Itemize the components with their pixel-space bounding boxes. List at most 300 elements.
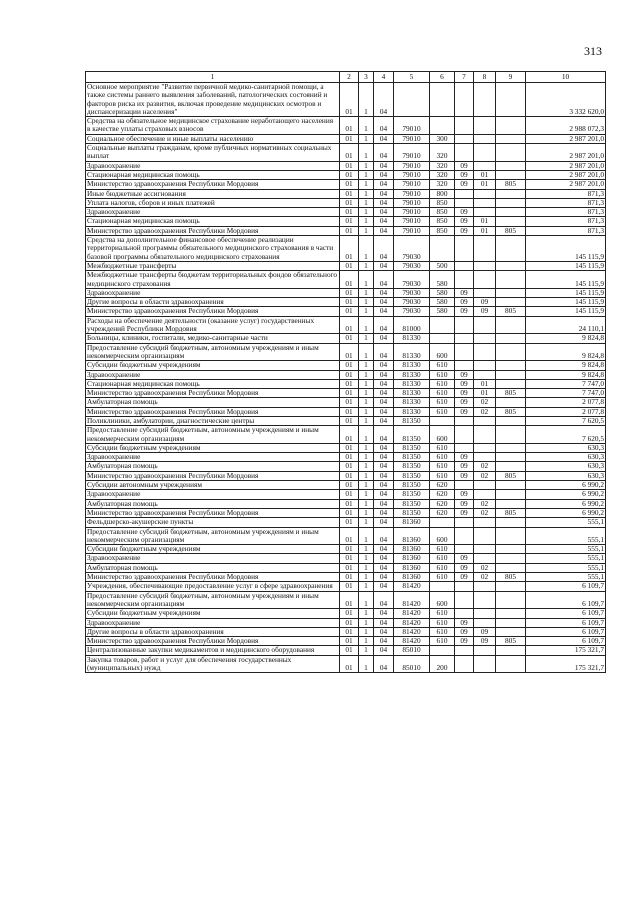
col-4: 04 <box>374 545 394 554</box>
table-row <box>86 554 606 563</box>
col-5: 81360 <box>394 527 430 545</box>
row-amount: 9 824,8 <box>526 343 606 361</box>
col-3: 1 <box>359 481 374 490</box>
col-2: 01 <box>340 573 359 582</box>
col-2: 01 <box>340 189 359 198</box>
col-3: 1 <box>359 161 374 170</box>
col-9: 805 <box>496 226 526 235</box>
col-7: 09 <box>455 398 474 407</box>
col-header: 4 <box>374 72 394 83</box>
col-5: 79030 <box>394 271 430 289</box>
col-5: 81330 <box>394 389 430 398</box>
col-4: 04 <box>374 407 394 416</box>
col-9 <box>496 527 526 545</box>
col-6: 610 <box>430 462 455 471</box>
table-row <box>86 655 606 673</box>
col-3: 1 <box>359 527 374 545</box>
col-4: 04 <box>374 554 394 563</box>
table-row <box>86 471 606 480</box>
row-name: Больницы, клиники, госпитали, медико-санитарные части <box>86 334 340 343</box>
col-8: 01 <box>474 379 496 388</box>
col-7: 09 <box>455 217 474 226</box>
col-9 <box>496 545 526 554</box>
col-2: 01 <box>340 334 359 343</box>
row-name: Министерство здравоохранения Республики Мордовия <box>86 508 340 517</box>
col-5: 81330 <box>394 334 430 343</box>
row-amount: 871,3 <box>526 198 606 207</box>
col-8 <box>474 618 496 627</box>
col-3: 1 <box>359 307 374 316</box>
col-4: 04 <box>374 361 394 370</box>
row-amount: 630,3 <box>526 462 606 471</box>
table-row <box>86 398 606 407</box>
col-7 <box>455 271 474 289</box>
col-8 <box>474 236 496 262</box>
col-8: 09 <box>474 298 496 307</box>
table-row <box>86 307 606 316</box>
table-row <box>86 161 606 170</box>
table-row <box>86 288 606 297</box>
col-6 <box>430 582 455 591</box>
col-3: 1 <box>359 334 374 343</box>
row-amount: 630,3 <box>526 443 606 452</box>
col-4: 04 <box>374 334 394 343</box>
col-6 <box>430 316 455 334</box>
table-row <box>86 545 606 554</box>
row-amount: 630,3 <box>526 471 606 480</box>
col-4: 04 <box>374 591 394 609</box>
col-6 <box>430 236 455 262</box>
row-amount: 871,3 <box>526 189 606 198</box>
table-body <box>86 83 606 673</box>
row-name: Министерство здравоохранения Республики Мордовия <box>86 407 340 416</box>
col-2: 01 <box>340 518 359 527</box>
row-amount: 6 109,7 <box>526 609 606 618</box>
col-4: 04 <box>374 217 394 226</box>
col-7: 09 <box>455 170 474 179</box>
col-6: 610 <box>430 554 455 563</box>
table-row <box>86 370 606 379</box>
col-9 <box>496 627 526 636</box>
col-4: 04 <box>374 518 394 527</box>
row-name: Межбюджетные трансферты <box>86 261 340 270</box>
col-2: 01 <box>340 655 359 673</box>
col-4: 04 <box>374 370 394 379</box>
col-9 <box>496 343 526 361</box>
col-5: 79030 <box>394 236 430 262</box>
col-3: 1 <box>359 490 374 499</box>
col-2: 01 <box>340 582 359 591</box>
col-7: 09 <box>455 379 474 388</box>
col-header: 9 <box>496 72 526 83</box>
table-row <box>86 236 606 262</box>
col-6 <box>430 83 455 117</box>
col-6: 200 <box>430 655 455 673</box>
col-7: 09 <box>455 627 474 636</box>
col-3: 1 <box>359 499 374 508</box>
table-row <box>86 426 606 444</box>
row-name: Здравоохранение <box>86 161 340 170</box>
col-2: 01 <box>340 398 359 407</box>
col-2: 01 <box>340 161 359 170</box>
col-4: 04 <box>374 208 394 217</box>
row-name: Фельдшерско-акушерские пункты <box>86 518 340 527</box>
row-amount: 871,3 <box>526 217 606 226</box>
col-3: 1 <box>359 426 374 444</box>
row-amount: 145 115,9 <box>526 236 606 262</box>
row-amount: 7 620,5 <box>526 426 606 444</box>
table-row <box>86 453 606 462</box>
col-5: 79010 <box>394 226 430 235</box>
col-7: 09 <box>455 637 474 646</box>
col-header: 10 <box>526 72 606 83</box>
col-9: 805 <box>496 508 526 517</box>
col-3: 1 <box>359 462 374 471</box>
col-4: 04 <box>374 343 394 361</box>
col-8 <box>474 646 496 655</box>
col-4: 04 <box>374 527 394 545</box>
table-row <box>86 389 606 398</box>
col-6: 610 <box>430 453 455 462</box>
col-header: 5 <box>394 72 430 83</box>
col-6: 610 <box>430 361 455 370</box>
col-2: 01 <box>340 307 359 316</box>
col-9: 805 <box>496 180 526 189</box>
row-amount: 2 987 201,0 <box>526 170 606 179</box>
col-8: 02 <box>474 499 496 508</box>
col-3: 1 <box>359 180 374 189</box>
row-amount: 2 987 201,0 <box>526 180 606 189</box>
row-amount: 871,3 <box>526 208 606 217</box>
col-header: 6 <box>430 72 455 83</box>
col-3: 1 <box>359 370 374 379</box>
col-6 <box>430 646 455 655</box>
col-5: 79010 <box>394 217 430 226</box>
row-name: Учреждения, обеспечивающие предоставление услуг в сфере здравоохранения <box>86 582 340 591</box>
row-name: Межбюджетные трансферты бюджетам территориальных фондов обязательного медицинского страхования <box>86 271 340 289</box>
col-5: 81350 <box>394 443 430 452</box>
col-3: 1 <box>359 407 374 416</box>
col-4: 04 <box>374 236 394 262</box>
col-6: 850 <box>430 198 455 207</box>
col-header: 1 <box>86 72 340 83</box>
col-9 <box>496 379 526 388</box>
col-4: 04 <box>374 609 394 618</box>
col-2: 01 <box>340 226 359 235</box>
row-amount: 6 109,7 <box>526 582 606 591</box>
col-3: 1 <box>359 518 374 527</box>
col-6: 620 <box>430 499 455 508</box>
col-2: 01 <box>340 134 359 143</box>
col-9 <box>496 217 526 226</box>
col-8 <box>474 545 496 554</box>
col-4: 04 <box>374 271 394 289</box>
row-amount: 555,1 <box>526 527 606 545</box>
row-name: Стационарная медицинская помощь <box>86 217 340 226</box>
col-5: 81360 <box>394 554 430 563</box>
col-3: 1 <box>359 627 374 636</box>
col-8 <box>474 343 496 361</box>
col-7 <box>455 416 474 425</box>
col-5: 81350 <box>394 508 430 517</box>
col-3: 1 <box>359 117 374 135</box>
col-5: 81330 <box>394 407 430 416</box>
col-5: 81360 <box>394 563 430 572</box>
col-8 <box>474 271 496 289</box>
row-amount: 6 109,7 <box>526 637 606 646</box>
col-4: 04 <box>374 316 394 334</box>
col-5: 85010 <box>394 646 430 655</box>
row-name: Средства на обязательное медицинское страхование неработающего населения в качестве уплаты страховых взносов <box>86 117 340 135</box>
row-name: Здравоохранение <box>86 490 340 499</box>
col-5: 81330 <box>394 370 430 379</box>
col-5: 79010 <box>394 189 430 198</box>
row-amount: 6 990,2 <box>526 508 606 517</box>
row-name: Другие вопросы в области здравоохранения <box>86 298 340 307</box>
row-amount: 555,1 <box>526 545 606 554</box>
col-3: 1 <box>359 563 374 572</box>
col-7: 09 <box>455 554 474 563</box>
col-3: 1 <box>359 261 374 270</box>
col-5: 81350 <box>394 490 430 499</box>
row-name: Социальные выплаты гражданам, кроме публичных нормативных социальных выплат <box>86 144 340 162</box>
row-amount: 7 747,0 <box>526 389 606 398</box>
col-2: 01 <box>340 508 359 517</box>
col-7 <box>455 481 474 490</box>
row-amount: 175 321,7 <box>526 655 606 673</box>
table-row <box>86 144 606 162</box>
col-4: 04 <box>374 499 394 508</box>
col-4: 04 <box>374 508 394 517</box>
table-row <box>86 618 606 627</box>
col-6: 600 <box>430 591 455 609</box>
row-name: Амбулаторная помощь <box>86 462 340 471</box>
col-9 <box>496 170 526 179</box>
col-7: 09 <box>455 288 474 297</box>
col-4: 04 <box>374 226 394 235</box>
table-row <box>86 416 606 425</box>
col-9 <box>496 271 526 289</box>
col-2: 01 <box>340 361 359 370</box>
col-7: 09 <box>455 226 474 235</box>
col-5: 81330 <box>394 398 430 407</box>
col-2: 01 <box>340 117 359 135</box>
col-6: 610 <box>430 563 455 572</box>
col-7 <box>455 545 474 554</box>
col-8: 09 <box>474 307 496 316</box>
col-4: 04 <box>374 573 394 582</box>
col-3: 1 <box>359 416 374 425</box>
col-6: 610 <box>430 618 455 627</box>
col-7: 09 <box>455 563 474 572</box>
table-row <box>86 226 606 235</box>
col-2: 01 <box>340 389 359 398</box>
col-9 <box>496 208 526 217</box>
row-name: Амбулаторная помощь <box>86 563 340 572</box>
table-row <box>86 343 606 361</box>
table-row <box>86 508 606 517</box>
col-6: 610 <box>430 627 455 636</box>
col-4: 04 <box>374 307 394 316</box>
col-2: 01 <box>340 471 359 480</box>
col-9 <box>496 189 526 198</box>
col-8 <box>474 361 496 370</box>
row-name: Социальное обеспечение и иные выплаты населению <box>86 134 340 143</box>
col-2: 01 <box>340 453 359 462</box>
col-2: 01 <box>340 208 359 217</box>
col-8 <box>474 117 496 135</box>
budget-table <box>85 71 606 673</box>
row-amount: 2 987 201,0 <box>526 134 606 143</box>
col-4: 04 <box>374 637 394 646</box>
col-6 <box>430 518 455 527</box>
row-amount: 2 077,8 <box>526 398 606 407</box>
col-9 <box>496 426 526 444</box>
col-2: 01 <box>340 426 359 444</box>
row-name: Поликлиники, амбулатории, диагностические центры <box>86 416 340 425</box>
col-6: 850 <box>430 226 455 235</box>
col-8 <box>474 334 496 343</box>
table-row <box>86 582 606 591</box>
row-amount: 145 115,9 <box>526 261 606 270</box>
row-name: Иные бюджетные ассигнования <box>86 189 340 198</box>
col-6: 320 <box>430 170 455 179</box>
col-7 <box>455 334 474 343</box>
col-3: 1 <box>359 637 374 646</box>
col-8 <box>474 443 496 452</box>
col-4: 04 <box>374 298 394 307</box>
col-4: 04 <box>374 379 394 388</box>
col-8: 01 <box>474 170 496 179</box>
row-amount: 555,1 <box>526 554 606 563</box>
row-amount: 6 990,2 <box>526 499 606 508</box>
row-name: Основное мероприятие "Развитие первичной медико-санитарной помощи, а также системы раннего выявления заболеваний, патологических состояний и факторов риска их развития, включая проведение медицинских осмотров и диспансеризации населения" <box>86 83 340 117</box>
col-header: 7 <box>455 72 474 83</box>
col-4: 04 <box>374 490 394 499</box>
table-row <box>86 609 606 618</box>
col-5: 79030 <box>394 298 430 307</box>
row-name: Предоставление субсидий бюджетным, автономным учреждениям и иным некоммерческим организациям <box>86 591 340 609</box>
col-8: 01 <box>474 389 496 398</box>
col-5 <box>394 83 430 117</box>
row-amount: 145 115,9 <box>526 288 606 297</box>
col-8 <box>474 591 496 609</box>
row-amount: 555,1 <box>526 563 606 572</box>
col-6: 610 <box>430 609 455 618</box>
col-9 <box>496 499 526 508</box>
row-amount: 2 988 072,3 <box>526 117 606 135</box>
col-2: 01 <box>340 637 359 646</box>
col-4: 04 <box>374 563 394 572</box>
col-2: 01 <box>340 527 359 545</box>
col-header: 2 <box>340 72 359 83</box>
row-name: Уплата налогов, сборов и иных платежей <box>86 198 340 207</box>
col-8 <box>474 554 496 563</box>
col-4: 04 <box>374 618 394 627</box>
col-3: 1 <box>359 379 374 388</box>
table-row <box>86 361 606 370</box>
col-9 <box>496 361 526 370</box>
col-3: 1 <box>359 655 374 673</box>
table-row <box>86 646 606 655</box>
col-3: 1 <box>359 271 374 289</box>
col-9 <box>496 298 526 307</box>
row-amount: 871,3 <box>526 226 606 235</box>
col-6: 580 <box>430 288 455 297</box>
row-name: Министерство здравоохранения Республики Мордовия <box>86 471 340 480</box>
row-amount: 630,3 <box>526 453 606 462</box>
col-4: 04 <box>374 117 394 135</box>
row-name: Здравоохранение <box>86 453 340 462</box>
col-9 <box>496 261 526 270</box>
col-4: 04 <box>374 416 394 425</box>
row-name: Средства на дополнительное финансовое обеспечение реализации территориальной программы обязательного медицинского страхования в части базовой программы обязательного медицинского страхования <box>86 236 340 262</box>
col-2: 01 <box>340 144 359 162</box>
col-2: 01 <box>340 545 359 554</box>
col-6: 610 <box>430 443 455 452</box>
col-8 <box>474 426 496 444</box>
table-row <box>86 83 606 117</box>
col-9 <box>496 443 526 452</box>
col-4: 04 <box>374 144 394 162</box>
col-2: 01 <box>340 563 359 572</box>
col-8 <box>474 288 496 297</box>
col-3: 1 <box>359 343 374 361</box>
row-amount: 555,1 <box>526 518 606 527</box>
col-9 <box>496 591 526 609</box>
col-9 <box>496 618 526 627</box>
col-7: 09 <box>455 307 474 316</box>
col-8 <box>474 261 496 270</box>
col-6: 580 <box>430 298 455 307</box>
table-row <box>86 462 606 471</box>
col-9 <box>496 453 526 462</box>
col-5: 79030 <box>394 288 430 297</box>
row-amount: 9 824,8 <box>526 334 606 343</box>
col-2: 01 <box>340 288 359 297</box>
col-9: 805 <box>496 471 526 480</box>
table-row <box>86 316 606 334</box>
col-5: 79010 <box>394 134 430 143</box>
col-4: 04 <box>374 398 394 407</box>
col-9 <box>496 134 526 143</box>
row-amount: 145 115,9 <box>526 307 606 316</box>
col-6: 850 <box>430 208 455 217</box>
col-9 <box>496 334 526 343</box>
col-9: 805 <box>496 637 526 646</box>
table-row <box>86 481 606 490</box>
row-name: Здравоохранение <box>86 554 340 563</box>
table-row <box>86 518 606 527</box>
col-9 <box>496 236 526 262</box>
col-8: 09 <box>474 627 496 636</box>
row-amount: 145 115,9 <box>526 298 606 307</box>
col-7: 09 <box>455 462 474 471</box>
table-row <box>86 189 606 198</box>
col-9 <box>496 83 526 117</box>
col-6: 600 <box>430 343 455 361</box>
col-4: 04 <box>374 261 394 270</box>
col-4: 04 <box>374 288 394 297</box>
col-3: 1 <box>359 398 374 407</box>
row-name: Амбулаторная помощь <box>86 398 340 407</box>
col-8 <box>474 609 496 618</box>
col-7 <box>455 316 474 334</box>
row-name: Министерство здравоохранения Республики Мордовия <box>86 180 340 189</box>
col-2: 01 <box>340 443 359 452</box>
col-7: 09 <box>455 370 474 379</box>
row-name: Субсидии бюджетным учреждениям <box>86 609 340 618</box>
